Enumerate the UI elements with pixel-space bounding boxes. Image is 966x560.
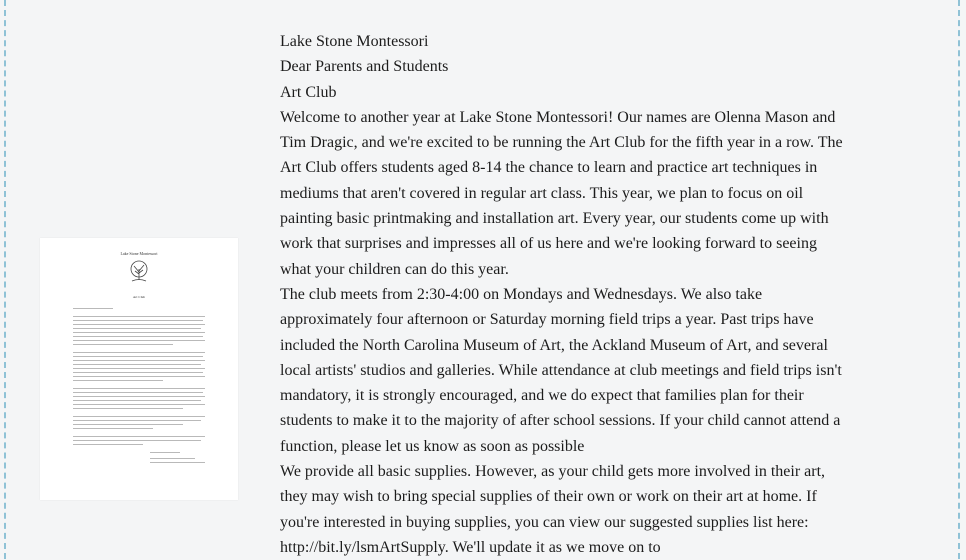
document-body bbox=[280, 29, 845, 560]
thumbnail-subtitle: Art Club bbox=[132, 295, 146, 299]
club-title: Art Club bbox=[280, 83, 337, 101]
document-thumbnail[interactable] bbox=[40, 238, 238, 500]
dashed-border-left bbox=[4, 0, 6, 559]
paragraph-welcome: Welcome to another year at Lake Stone Montessori! Our names are Olenna Mason and Tim Dragic, and we're excited to be running the Art Club for the fifth year in a row. The Art Club offers students aged 8-14 the chance to learn and practice art techniques in mediums that aren't covered in regular art class. This year, we plan to focus on oil painting basic printmaking and installation art. Every year, our students come up with work that surprises and impresses all of us here and we're looking forward to seeing what your children can do this year. bbox=[280, 108, 843, 278]
dashed-border-right bbox=[958, 0, 960, 559]
thumbnail-title: Lake Stone Montessori bbox=[120, 251, 158, 256]
paragraph-meetings: The club meets from 2:30-4:00 on Mondays and Wednesdays. We also take approximately four afternoon or Saturday morning field trips a year. Past trips have included the North Carolina Museum of Art, the Ackland Museum of Art, and several local artists' studios and galleries. While attendance at club meetings and field trips isn't mandatory, it is strongly encouraged, and we do expect that families plan for their students to make it to the majority of after school sessions. If your child cannot attend a function, please let us know as soon as possible bbox=[280, 285, 842, 455]
tree-logo-icon bbox=[128, 260, 150, 284]
paragraph-supplies: We provide all basic supplies. However, as your child gets more involved in their art, they may wish to bring special supplies of their own or work on their art at home. If you're interested in buying supplies, you can view our suggested supplies list here: http://bit.ly/lsmArtSupply. We'll update it as we move on to bbox=[280, 463, 826, 556]
greeting: Dear Parents and Students bbox=[280, 58, 449, 76]
school-name: Lake Stone Montessori bbox=[280, 33, 429, 50]
